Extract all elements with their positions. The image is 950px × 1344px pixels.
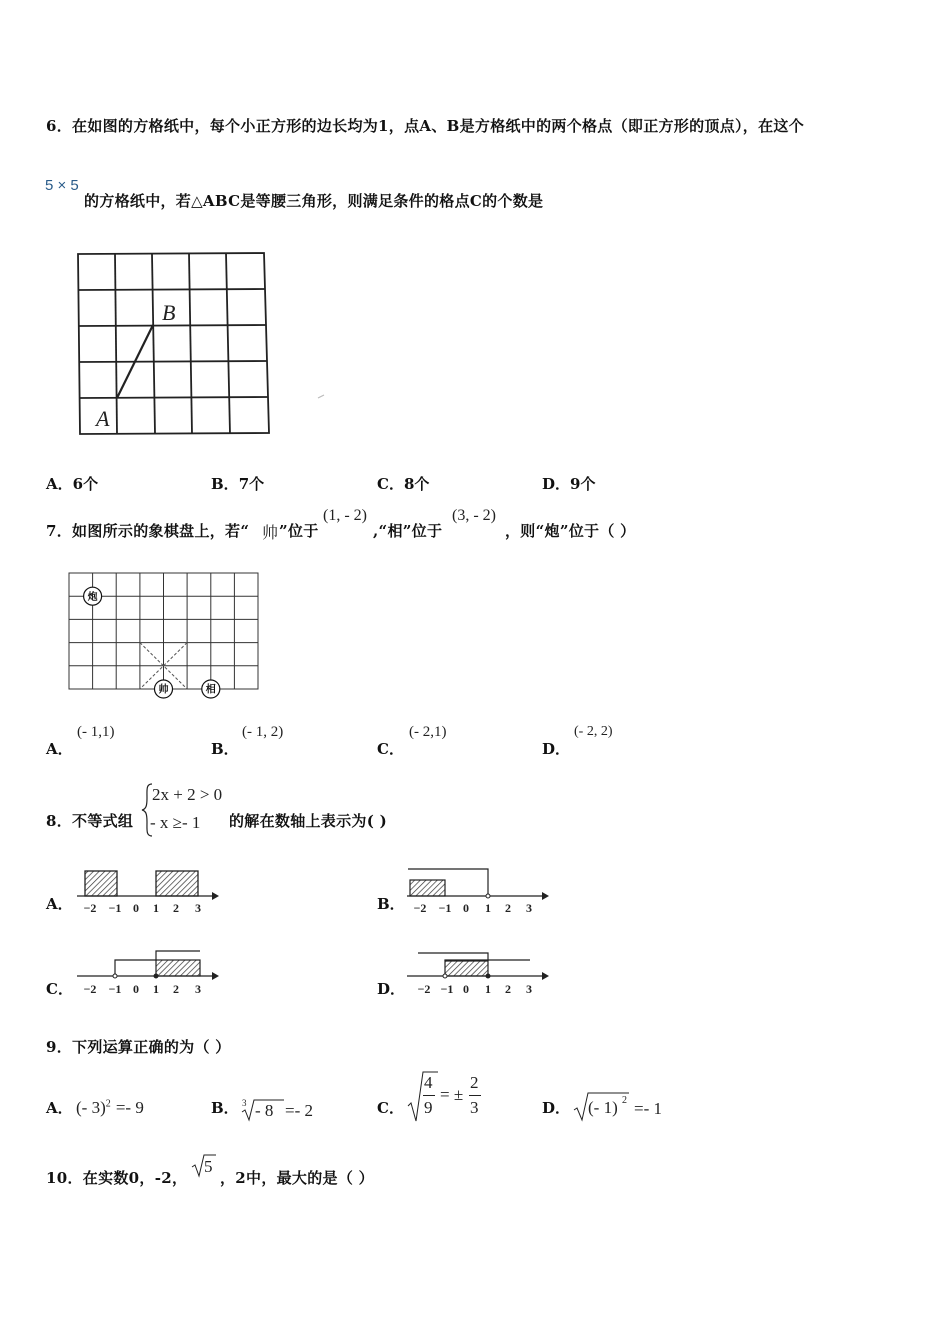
q7-coord-xiang: (3, - 2) <box>452 507 496 524</box>
q9-d-exp: 2 <box>622 1095 627 1106</box>
q8-a-tick-3: 3 <box>195 901 201 915</box>
q6-label-b: B <box>162 300 176 325</box>
q6-text-line2: 的方格纸中，若△ABC是等腰三角形，则满足条件的格点C的个数是 <box>84 192 544 210</box>
q7-piece-xiang: 相 <box>205 684 216 696</box>
q8-a-tick-0: 0 <box>133 901 139 915</box>
q9-c-num: 4 <box>424 1073 433 1092</box>
q8-inequality-1: 2x + 2 > 0 <box>152 785 223 804</box>
q8-inequality-2: - x ≥- 1 <box>150 813 201 832</box>
q9-title: 9．下列运算正确的为（ ） <box>46 1038 231 1056</box>
q8-a-tick-1: 1 <box>153 901 159 915</box>
q7-chessboard-figure <box>64 568 264 703</box>
q8-d-tick-1: 1 <box>485 982 491 996</box>
q8-d-tick-m1: −1 <box>440 982 454 996</box>
q9-option-d-math[interactable] <box>572 1090 682 1124</box>
q8-c-tick-1: 1 <box>153 982 159 996</box>
q9-b-index: 3 <box>242 1098 247 1108</box>
q8-b-tick-m2: −2 <box>413 901 427 915</box>
q7-text-suffix: ，则“炮”位于（ ） <box>505 522 636 540</box>
q9-c-frac-bar <box>423 1095 435 1096</box>
q6-option-a[interactable]: A．6个 <box>46 475 99 493</box>
q10-text-suffix: ，2中，最大的是（ ） <box>220 1169 374 1187</box>
q8-a-tick-2: 2 <box>173 901 179 915</box>
q6-grid-size: 5 × 5 <box>45 177 79 194</box>
q8-c-tick-2: 2 <box>173 982 179 996</box>
q6-option-c[interactable]: C．8个 <box>377 475 430 493</box>
q6-option-d[interactable]: D．9个 <box>542 475 596 493</box>
q9-option-b-math[interactable] <box>240 1094 330 1124</box>
q9-d-base: (- 1) <box>588 1098 618 1117</box>
q7-option-c-letter[interactable]: C． <box>377 740 404 758</box>
q9-a-exp: 2 <box>105 1098 111 1110</box>
q8-b-tick-1: 1 <box>485 901 491 915</box>
q9-b-rhs: =- 2 <box>285 1101 313 1120</box>
q8-option-b-numberline[interactable] <box>402 864 552 916</box>
q8-a-tick-m1: −1 <box>108 901 122 915</box>
q7-option-c-math[interactable]: (- 2,1) <box>409 724 447 740</box>
q8-option-d-letter[interactable]: D． <box>377 980 406 998</box>
q7-piece-pao: 炮 <box>87 591 98 603</box>
q8-d-tick-2: 2 <box>505 982 511 996</box>
q8-option-b-letter[interactable]: B． <box>377 895 405 913</box>
q9-b-radicand: - 8 <box>255 1101 274 1120</box>
q10-sqrt-val: 5 <box>204 1157 213 1176</box>
q8-d-tick-0: 0 <box>463 982 469 996</box>
q9-a-rhs: =- 9 <box>115 1098 144 1117</box>
q9-c-rnum: 2 <box>470 1073 479 1092</box>
q7-piece-shuai: 帅 <box>158 684 169 696</box>
q8-d-tick-3: 3 <box>526 982 532 996</box>
q7-text-mid1: ”位于 <box>279 522 319 540</box>
q7-text-prefix: 7．如图所示的象棋盘上，若“ <box>46 522 250 540</box>
q8-text-suffix: 的解在数轴上表示为( ) <box>229 812 388 830</box>
q8-c-tick-3: 3 <box>195 982 201 996</box>
q8-b-tick-m1: −1 <box>438 901 452 915</box>
q6-label-a: A <box>96 406 110 431</box>
q8-option-a-letter[interactable]: A． <box>46 895 73 913</box>
q7-shuai-char: 帅 <box>262 525 279 542</box>
q9-option-c-math[interactable] <box>406 1070 496 1126</box>
q9-option-b-letter[interactable]: B． <box>211 1099 239 1117</box>
q8-b-tick-2: 2 <box>505 901 511 915</box>
q10-text-prefix: 10．在实数0，-2， <box>46 1169 188 1187</box>
q8-option-a-numberline[interactable] <box>72 864 222 916</box>
q8-option-c-letter[interactable]: C． <box>46 980 73 998</box>
q8-text-prefix: 8．不等式组 <box>46 812 134 830</box>
q7-coord-shuai: (1, - 2) <box>323 507 367 524</box>
q9-d-rhs: =- 1 <box>634 1099 662 1118</box>
q8-c-tick-0: 0 <box>133 982 139 996</box>
q7-option-b-math[interactable]: (- 1, 2) <box>242 724 284 740</box>
q8-option-c-numberline[interactable] <box>72 948 222 1000</box>
q8-d-tick-m2: −2 <box>417 982 431 996</box>
q7-text-mid2: ,“相”位于 <box>373 522 443 540</box>
q9-a-base: (- 3) <box>76 1098 106 1117</box>
q7-option-a-math[interactable]: (- 1,1) <box>77 724 115 740</box>
q10-sqrt5 <box>190 1152 220 1180</box>
q8-c-tick-m1: −1 <box>108 982 122 996</box>
q7-option-a-letter[interactable]: A． <box>46 740 73 758</box>
q7-option-d-letter[interactable]: D． <box>542 740 571 758</box>
q8-a-tick-m2: −2 <box>83 901 97 915</box>
q9-c-den: 9 <box>424 1098 433 1117</box>
q9-c-radical <box>406 1070 440 1124</box>
q6-text-line1: 6．在如图的方格纸中，每个小正方形的边长均为1，点A、B是方格纸中的两个格点（即正方形的顶点），在这个 <box>46 117 804 135</box>
q9-c-eq: = ± <box>440 1085 464 1104</box>
q7-option-d-math[interactable]: (- 2, 2) <box>574 724 613 739</box>
q9-option-c-letter[interactable]: C． <box>377 1099 404 1117</box>
q8-c-tick-m2: −2 <box>83 982 97 996</box>
q9-option-d-letter[interactable]: D． <box>542 1099 571 1117</box>
q8-b-tick-3: 3 <box>526 901 532 915</box>
q6-grid-figure <box>70 250 330 440</box>
q9-option-a-letter[interactable]: A． <box>46 1099 73 1117</box>
q7-option-b-letter[interactable]: B． <box>211 740 239 758</box>
q9-c-rden: 3 <box>470 1098 479 1117</box>
q6-option-b[interactable]: B．7个 <box>211 475 265 493</box>
q8-b-tick-0: 0 <box>463 901 469 915</box>
q8-option-d-numberline[interactable] <box>402 948 552 1000</box>
q9-c-rfrac-bar <box>469 1095 481 1096</box>
q9-option-a-math[interactable] <box>76 1098 144 1118</box>
